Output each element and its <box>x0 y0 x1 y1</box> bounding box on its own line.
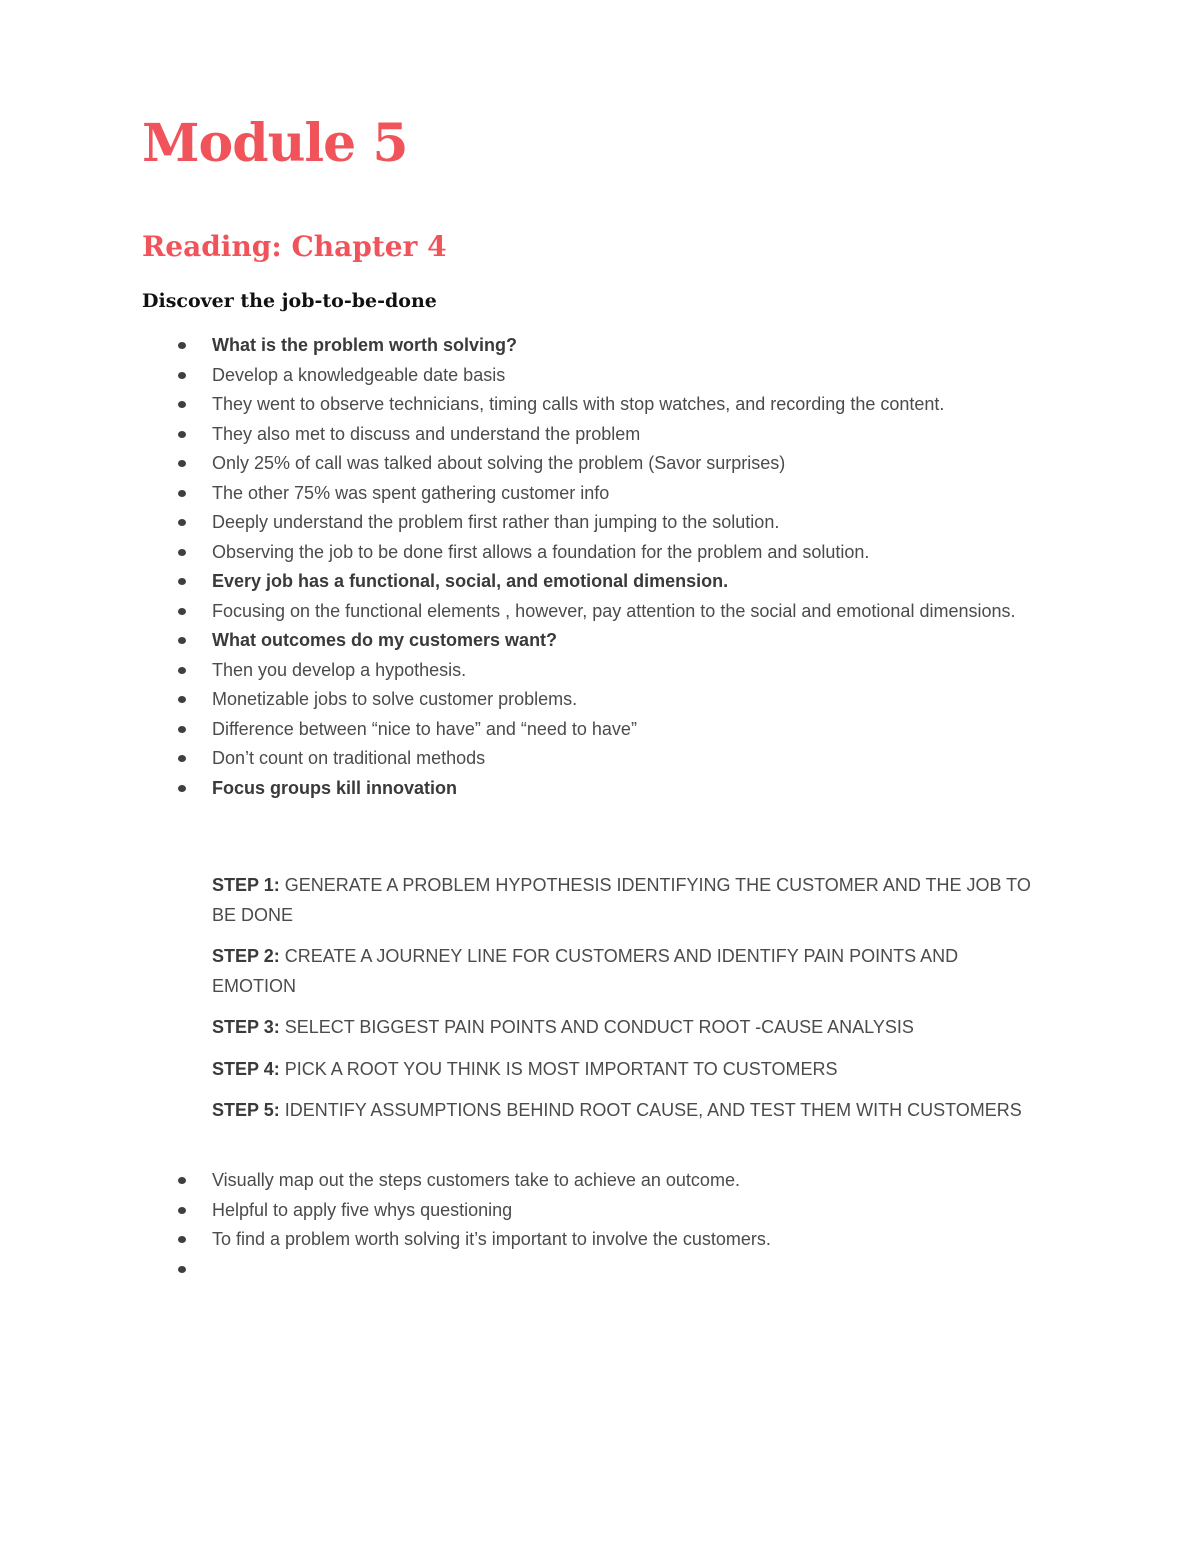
list-item-text: Develop a knowledgeable date basis <box>212 364 506 385</box>
list-item <box>142 390 1042 420</box>
list-item-text: They also met to discuss and understand the problem <box>212 423 641 444</box>
step-text: IDENTIFY ASSUMPTIONS BEHIND ROOT CAUSE, AND TEST THEM WITH CUSTOMERS <box>279 1100 1022 1120</box>
list-item <box>142 597 1042 627</box>
list-item-text: Don’t count on traditional methods <box>212 748 486 768</box>
bullet-icon <box>178 401 186 408</box>
list-item-text: What is the problem worth solving? <box>212 335 518 355</box>
list-item-text: Monetizable jobs to solve customer problems. <box>212 689 578 709</box>
step-label: STEP 1: <box>212 875 280 895</box>
section-heading: Discover the job-to-be-done <box>142 290 437 312</box>
bullet-icon <box>178 696 186 703</box>
bullet-icon <box>178 608 186 615</box>
bullet-icon <box>178 785 186 792</box>
list-item <box>142 508 1042 538</box>
bullet-icon <box>178 578 186 585</box>
list-item <box>142 1166 1042 1196</box>
list-item-text: The other 75% was spent gathering customer info <box>212 482 610 503</box>
list-item-text: What outcomes do my customers want? <box>212 630 558 650</box>
list-item-text: Then you develop a hypothesis. <box>212 659 467 680</box>
step-text: CREATE A JOURNEY LINE FOR CUSTOMERS AND IDENTIFY PAIN POINTS AND EMOTION <box>212 946 959 996</box>
step-label: STEP 3: <box>212 1017 280 1037</box>
step-label: STEP 2: <box>212 946 280 966</box>
bullet-icon <box>178 519 186 526</box>
document-title: Module 5 <box>142 113 408 174</box>
list-item-text: To find a problem worth solving it’s important to involve the customers. <box>212 1229 771 1249</box>
step-item <box>212 871 1032 930</box>
step-text: GENERATE A PROBLEM HYPOTHESIS IDENTIFYING THE CUSTOMER AND THE JOB TO BE DONE <box>212 875 1031 925</box>
list-item <box>142 715 1042 745</box>
step-text: PICK A ROOT YOU THINK IS MOST IMPORTANT TO CUSTOMERS <box>279 1058 838 1079</box>
bullet-icon <box>178 490 186 497</box>
list-item-text: Difference between “nice to have” and “need to have” <box>212 718 637 739</box>
list-item-text: Focus groups kill innovation <box>212 777 458 798</box>
list-item <box>142 567 1042 597</box>
list-item <box>142 331 1042 361</box>
bullet-icon <box>178 1266 186 1273</box>
step-item <box>212 1055 1032 1085</box>
list-item-text <box>212 1259 217 1279</box>
step-text: SELECT BIGGEST PAIN POINTS AND CONDUCT ROOT -CAUSE ANALYSIS <box>279 1017 914 1037</box>
bullet-icon <box>178 637 186 644</box>
bullet-icon <box>178 726 186 733</box>
list-item-text: Observing the job to be done first allows a foundation for the problem and solution. <box>212 541 870 562</box>
list-item <box>142 420 1042 450</box>
list-item <box>142 626 1042 656</box>
list-item <box>142 744 1042 774</box>
bullet-icon <box>178 667 186 674</box>
list-item-text: Deeply understand the problem first rather than jumping to the solution. <box>212 512 780 532</box>
bullet-icon <box>178 342 186 349</box>
list-item <box>142 538 1042 568</box>
list-item <box>142 656 1042 686</box>
step-label: STEP 4: <box>212 1058 280 1079</box>
list-item-text: Helpful to apply five whys questioning <box>212 1199 513 1220</box>
bullet-icon <box>178 431 186 438</box>
reading-subtitle: Reading: Chapter 4 <box>142 230 447 263</box>
bullet-icon <box>178 1207 186 1214</box>
list-item <box>142 774 1042 804</box>
notes-list-secondary <box>142 1166 1042 1284</box>
bullet-icon <box>178 460 186 467</box>
list-item-text: Every job has a functional, social, and emotional dimension. <box>212 571 729 591</box>
step-label: STEP 5: <box>212 1100 280 1120</box>
steps-block <box>212 871 1032 1138</box>
step-item <box>212 1013 1032 1043</box>
list-item-text: Focusing on the functional elements , however, pay attention to the social and emotional dimensions. <box>212 600 1016 621</box>
list-item <box>142 1196 1042 1226</box>
list-item <box>142 1225 1042 1255</box>
step-item <box>212 942 1032 1001</box>
notes-list-primary <box>142 331 1042 803</box>
list-item <box>142 361 1042 391</box>
list-item-text: Visually map out the steps customers take to achieve an outcome. <box>212 1170 740 1190</box>
list-item <box>142 479 1042 509</box>
bullet-icon <box>178 1177 186 1184</box>
list-item <box>142 1255 1042 1285</box>
bullet-icon <box>178 372 186 379</box>
list-item <box>142 449 1042 479</box>
list-item-text: Only 25% of call was talked about solving the problem (Savor surprises) <box>212 453 786 473</box>
bullet-icon <box>178 1236 186 1243</box>
bullet-icon <box>178 755 186 762</box>
step-item <box>212 1096 1032 1126</box>
bullet-icon <box>178 549 186 556</box>
list-item-text: They went to observe technicians, timing calls with stop watches, and recording the content. <box>212 394 945 414</box>
list-item <box>142 685 1042 715</box>
